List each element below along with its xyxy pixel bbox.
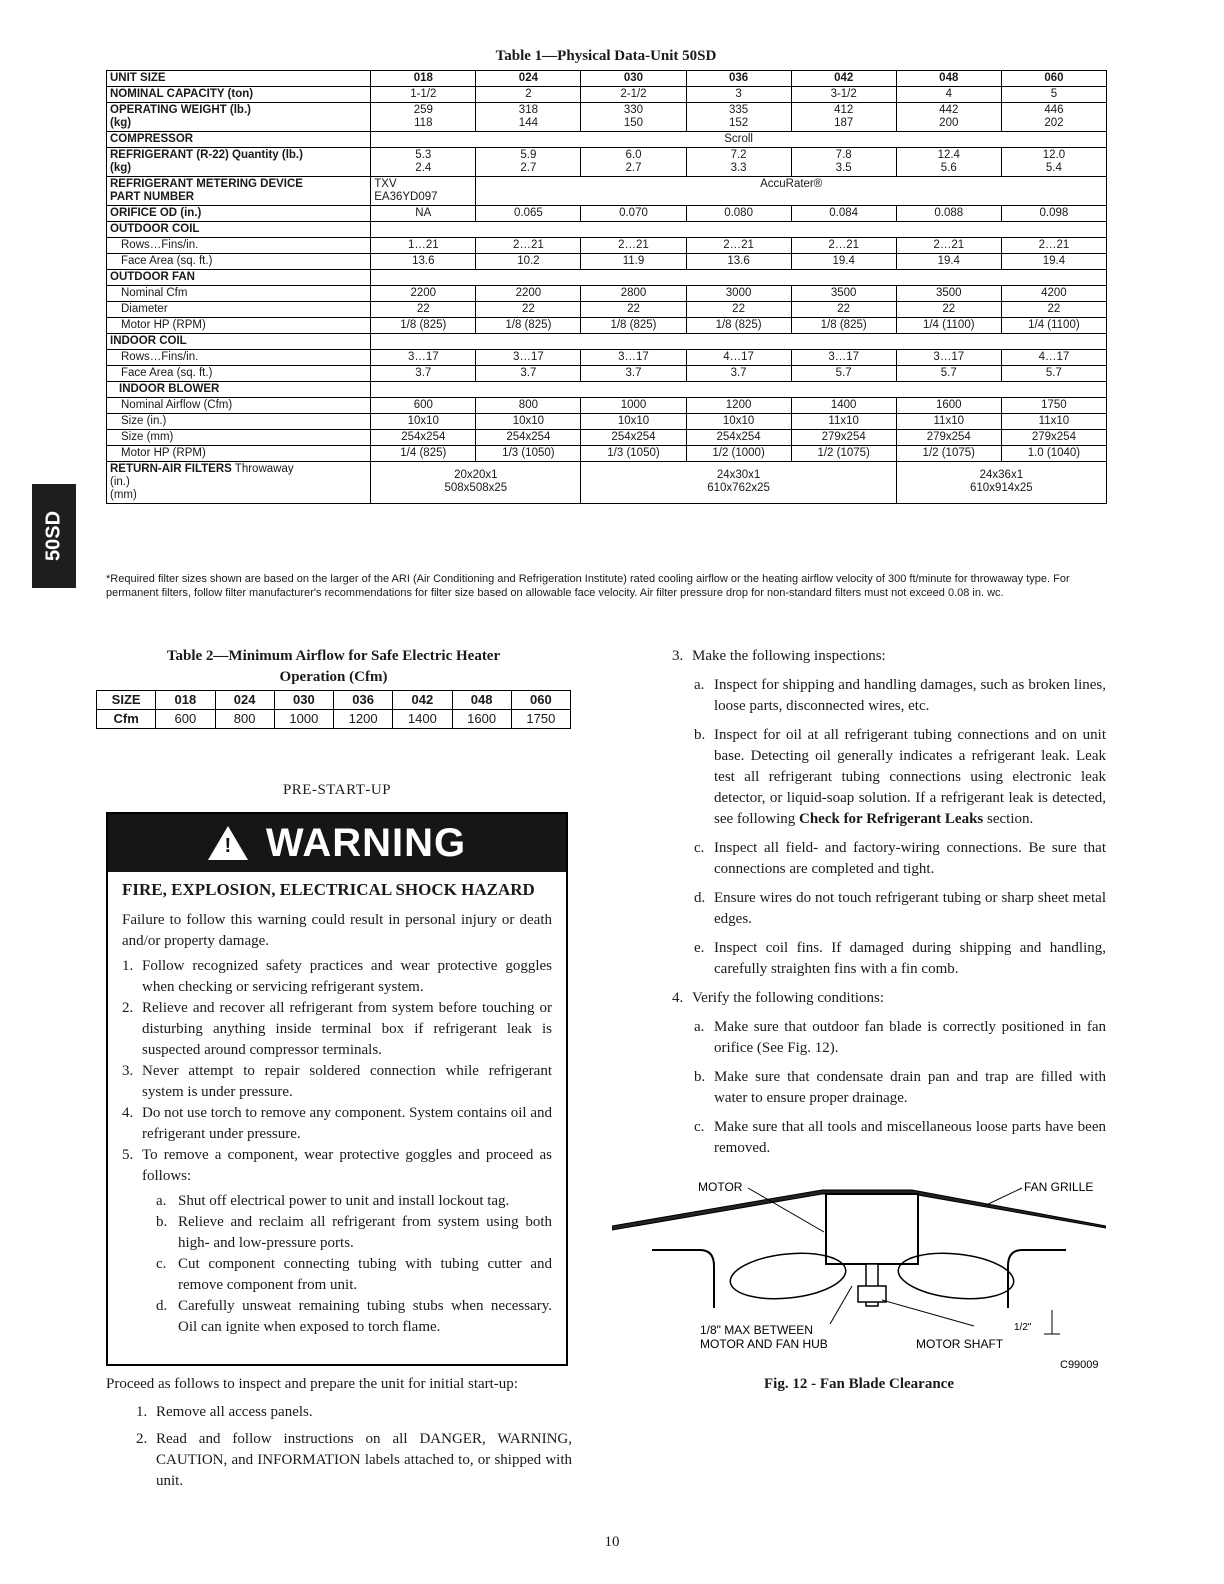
side-tab-label: 50SD xyxy=(42,510,65,562)
list-item: 4. Verify the following conditions: xyxy=(672,990,885,1006)
table-cell: 800 xyxy=(476,398,581,414)
table-cell: 1000 xyxy=(581,398,686,414)
fan-orifice-left xyxy=(652,1250,714,1308)
table-cell: 19.4 xyxy=(896,254,1001,270)
table-cell: 2‑1/2 xyxy=(581,87,686,103)
table-cell: Diameter xyxy=(107,302,371,318)
table-cell: Cfm xyxy=(97,710,156,729)
table-row xyxy=(107,446,1107,462)
table-cell: 11x10 xyxy=(1001,414,1106,430)
table-row xyxy=(107,177,1107,206)
table-cell: Face Area (sq. ft.) xyxy=(107,254,371,270)
table-cell: Rows…Fins/in. xyxy=(107,350,371,366)
table-cell: SIZE xyxy=(97,691,156,710)
left-steps-list xyxy=(136,1402,572,1498)
table-cell: 2…21 xyxy=(791,238,896,254)
figure-code: C99009 xyxy=(1060,1359,1099,1371)
table-cell: 1.0 (1040) xyxy=(1001,446,1106,462)
table-cell: 1/4 (1100) xyxy=(896,318,1001,334)
table-cell: 22 xyxy=(581,302,686,318)
table-cell: 0.070 xyxy=(581,206,686,222)
table-row xyxy=(107,318,1107,334)
warning-word: WARNING xyxy=(265,820,467,865)
table-cell: 4 xyxy=(896,87,1001,103)
table-cell: ORIFICE OD (in.) xyxy=(107,206,371,222)
table-cell: 048 xyxy=(452,691,511,710)
table-cell: 3…17 xyxy=(371,350,476,366)
table-cell: 1600 xyxy=(896,398,1001,414)
table-cell: 3…17 xyxy=(896,350,1001,366)
list-item: a. Inspect for shipping and handling damages, such as broken lines, loose parts, disconnected wires, etc. xyxy=(694,677,1106,714)
table-cell: 3500 xyxy=(791,286,896,302)
figure12-caption: Fig. 12 ‑ Fan Blade Clearance xyxy=(764,1376,954,1392)
list-item: c. Cut component connecting tubing with tubing cutter and remove component from unit. xyxy=(156,1256,552,1293)
table-cell: 22 xyxy=(896,302,1001,318)
list-item: 5. To remove a component, wear protective goggles and proceed as follows: xyxy=(122,1147,552,1184)
max-clearance-label-1: 1/8" MAX BETWEEN xyxy=(700,1323,813,1337)
table-cell: 1/8 (825) xyxy=(476,318,581,334)
table-cell: Motor HP (RPM) xyxy=(107,318,371,334)
table-cell: 254x254 xyxy=(476,430,581,446)
list-item: 1. Follow recognized safety practices and wear protective goggles when checking or servicing refrigerant system. xyxy=(122,958,552,995)
table-cell: INDOOR BLOWER xyxy=(107,382,371,398)
table-cell: AccuRater® xyxy=(476,177,1107,206)
table-row xyxy=(107,103,1107,132)
motor-shaft-label: MOTOR SHAFT xyxy=(916,1337,1004,1351)
table-cell: 10x10 xyxy=(476,414,581,430)
motor-body xyxy=(826,1194,918,1264)
table-cell: 048 xyxy=(896,71,1001,87)
table1-footnote: *Required filter sizes shown are based on the larger of the ARI (Air Conditioning and Refrigeration Institute) rated cooling airflow or the heating airflow velocity of 300 ft/minute for throwaway type. For permanent filters, follow filter manufacturer's recommendations for filter size based on allowable face velocity. Air filter pressure drop for non‑standard filters must not exceed 0.08 in. wc. xyxy=(106,573,1070,599)
table-cell: 0.088 xyxy=(896,206,1001,222)
warning-banner xyxy=(108,814,566,872)
fan-hub xyxy=(858,1286,886,1302)
table-cell: 2…21 xyxy=(686,238,791,254)
table-cell: 0.065 xyxy=(476,206,581,222)
table-cell: NA xyxy=(371,206,476,222)
table-cell xyxy=(371,382,1107,398)
table-cell: 1400 xyxy=(393,710,452,729)
table-cell: 3 xyxy=(686,87,791,103)
table-cell: 22 xyxy=(371,302,476,318)
table-cell: 2 xyxy=(476,87,581,103)
table-cell: 22 xyxy=(686,302,791,318)
table-cell: 600 xyxy=(371,398,476,414)
table-row xyxy=(107,302,1107,318)
section-side-tab xyxy=(32,484,76,588)
motor-label: MOTOR xyxy=(698,1180,743,1194)
table-cell: 279x254 xyxy=(791,430,896,446)
table-cell: NOMINAL CAPACITY (ton) xyxy=(107,87,371,103)
max-clearance-label-2: MOTOR AND FAN HUB xyxy=(700,1337,828,1351)
table2-caption xyxy=(96,646,571,688)
table-cell: 1600 xyxy=(452,710,511,729)
table-cell: 5.7 xyxy=(896,366,1001,382)
table-cell: 254x254 xyxy=(686,430,791,446)
warning-triangle-icon: ! xyxy=(208,826,248,860)
table-cell: 2…21 xyxy=(476,238,581,254)
table-row xyxy=(107,270,1107,286)
table2-caption-line1: Table 2—Minimum Airflow for Safe Electric Heater xyxy=(166,648,501,664)
list-item: d. Ensure wires do not touch refrigerant tubing or sharp sheet metal edges. xyxy=(694,890,1106,927)
list-item: d. Carefully unsweat remaining tubing stubs when necessary. Oil can ignite when exposed to torch flame. xyxy=(156,1298,552,1335)
table-cell: 036 xyxy=(334,691,393,710)
table-row xyxy=(107,222,1107,238)
table-cell: RETURN‑AIR FILTERS Throwaway (in.) (mm) xyxy=(107,462,371,504)
table-cell: 1200 xyxy=(334,710,393,729)
list-item: 1. Remove all access panels. xyxy=(136,1404,313,1420)
table-cell: 0.098 xyxy=(1001,206,1106,222)
table-cell: 024 xyxy=(215,691,274,710)
table-cell: 12.4 5.6 xyxy=(896,148,1001,177)
section-title-prestart: PRE‑START‑UP xyxy=(282,782,392,798)
table-cell: 22 xyxy=(476,302,581,318)
table-cell: 2200 xyxy=(371,286,476,302)
fan-blade-left xyxy=(728,1248,848,1304)
table-cell: 3.7 xyxy=(581,366,686,382)
table-cell: 13.6 xyxy=(686,254,791,270)
table1-caption: Table 1—Physical Data‑Unit 50SD xyxy=(495,48,717,64)
table-cell: 042 xyxy=(791,71,896,87)
table-cell: Nominal Airflow (Cfm) xyxy=(107,398,371,414)
table-row xyxy=(107,286,1107,302)
table-cell: 10x10 xyxy=(686,414,791,430)
table-cell: 1/8 (825) xyxy=(686,318,791,334)
table-row xyxy=(107,206,1107,222)
table-cell: 2…21 xyxy=(581,238,686,254)
warning-heading: FIRE, EXPLOSION, ELECTRICAL SHOCK HAZARD xyxy=(122,880,535,899)
table-cell: OUTDOOR COIL xyxy=(107,222,371,238)
table-cell: 11x10 xyxy=(896,414,1001,430)
list-item: e. Inspect coil fins. If damaged during shipping and handling, carefully straighten fins with a fin comb. xyxy=(694,940,1106,977)
table-cell: 330 150 xyxy=(581,103,686,132)
table-cell: 3.7 xyxy=(686,366,791,382)
table-cell: 0.084 xyxy=(791,206,896,222)
step3-sublist xyxy=(694,675,1106,980)
physical-data-table xyxy=(106,70,1107,504)
table-cell: 318 144 xyxy=(476,103,581,132)
table-row xyxy=(107,414,1107,430)
table-cell: 3…17 xyxy=(581,350,686,366)
table-row xyxy=(107,87,1107,103)
table-cell: 4…17 xyxy=(686,350,791,366)
table-cell: 600 xyxy=(156,710,215,729)
step4-sublist xyxy=(694,1017,1106,1159)
table-cell: REFRIGERANT (R‑22) Quantity (lb.) (kg) xyxy=(107,148,371,177)
table-cell: 10.2 xyxy=(476,254,581,270)
table-cell: 018 xyxy=(156,691,215,710)
proceed-text: Proceed as follows to inspect and prepare the unit for initial start‑up: xyxy=(106,1376,518,1392)
table-cell: 5.9 2.7 xyxy=(476,148,581,177)
list-item: a. Shut off electrical power to unit and install lockout tag. xyxy=(156,1193,510,1209)
table-cell: 3…17 xyxy=(476,350,581,366)
list-item: b. Inspect for oil at all refrigerant tubing connections and on unit base. Detecting oil generally indicates a refrigerant leak. Leak test all refrigerant tubing connections using electronic leak detector, or liquid‑soap solution. If a refrigerant leak is detected, see following Check for Refrigerant Leaks section. xyxy=(694,727,1106,827)
table-cell: 030 xyxy=(581,71,686,87)
table-row xyxy=(107,398,1107,414)
table-cell: 335 152 xyxy=(686,103,791,132)
table-row xyxy=(107,366,1107,382)
list-item: 2. Relieve and recover all refrigerant from system before touching or disturbing anything inside terminal box if refrigerant leak is suspected around compressor terminals. xyxy=(122,1000,552,1058)
table-cell: Nominal Cfm xyxy=(107,286,371,302)
table-cell: 3.7 xyxy=(371,366,476,382)
inspection-steps xyxy=(672,646,1106,1167)
table-cell xyxy=(371,334,1107,350)
table-cell: 5.7 xyxy=(1001,366,1106,382)
table-cell: 1/8 (825) xyxy=(791,318,896,334)
table-cell: 1000 xyxy=(274,710,333,729)
table-cell: 254x254 xyxy=(371,430,476,446)
table-cell: 1/8 (825) xyxy=(581,318,686,334)
list-item: b. Make sure that condensate drain pan and trap are filled with water to ensure proper drainage. xyxy=(694,1069,1106,1106)
table-cell: INDOOR COIL xyxy=(107,334,371,350)
table-cell: TXV EA36YD097 xyxy=(371,177,476,206)
warning-sublist xyxy=(156,1191,552,1338)
table-cell: 22 xyxy=(791,302,896,318)
table-cell: COMPRESSOR xyxy=(107,132,371,148)
table-cell: 1/3 (1050) xyxy=(476,446,581,462)
table-cell: 3500 xyxy=(896,286,1001,302)
table-cell xyxy=(371,222,1107,238)
page-number: 10 xyxy=(604,1534,620,1550)
table-row xyxy=(97,691,571,710)
table-cell: 2…21 xyxy=(896,238,1001,254)
table-cell: 0.080 xyxy=(686,206,791,222)
list-item: 3. Make the following inspections: xyxy=(672,648,886,664)
table-cell: 060 xyxy=(511,691,570,710)
warning-list xyxy=(122,956,552,1187)
table-cell: Motor HP (RPM) xyxy=(107,446,371,462)
table-row xyxy=(107,382,1107,398)
table-row xyxy=(97,710,571,729)
table-cell: 1/8 (825) xyxy=(371,318,476,334)
table-header-row xyxy=(107,71,1107,87)
warning-box xyxy=(106,812,568,1366)
table-cell: 5 xyxy=(1001,87,1106,103)
table-cell: 11.9 xyxy=(581,254,686,270)
table-cell: 036 xyxy=(686,71,791,87)
table-cell: Scroll xyxy=(371,132,1107,148)
fan-grille-label: FAN GRILLE xyxy=(1024,1180,1094,1194)
table-cell: 1/2 (1000) xyxy=(686,446,791,462)
list-item: 4. Do not use torch to remove any component. System contains oil and refrigerant under pressure. xyxy=(122,1105,552,1142)
list-item: c. Inspect all field‑ and factory‑wiring connections. Be sure that connections are completed and tight. xyxy=(694,840,1106,877)
table-cell: 4…17 xyxy=(1001,350,1106,366)
table-cell: 20x20x1 508x508x25 xyxy=(371,462,581,504)
table-cell: 11x10 xyxy=(791,414,896,430)
table-cell: 1/2 (1075) xyxy=(791,446,896,462)
table-cell: OPERATING WEIGHT (lb.) (kg) xyxy=(107,103,371,132)
list-item: a. Make sure that outdoor fan blade is correctly positioned in fan orifice (See Fig. 12). xyxy=(694,1019,1106,1056)
table-cell: 10x10 xyxy=(371,414,476,430)
table-cell: 018 xyxy=(371,71,476,87)
list-item: 2. Read and follow instructions on all DANGER, WARNING, CAUTION, and INFORMATION labels attached to, or shipped with unit. xyxy=(136,1431,572,1489)
table-cell: UNIT SIZE xyxy=(107,71,371,87)
table-cell: 259 118 xyxy=(371,103,476,132)
fan-orifice-right xyxy=(1008,1250,1066,1308)
table-cell: 3‑1/2 xyxy=(791,87,896,103)
table-row xyxy=(107,148,1107,177)
table-cell: 042 xyxy=(393,691,452,710)
table-cell: 3.7 xyxy=(476,366,581,382)
table-cell: 1/3 (1050) xyxy=(581,446,686,462)
list-item: 3. Never attempt to repair soldered connection while refrigerant system is under pressure. xyxy=(122,1063,552,1100)
table-row xyxy=(107,132,1107,148)
table-cell: 1750 xyxy=(511,710,570,729)
table-cell: REFRIGERANT METERING DEVICE PART NUMBER xyxy=(107,177,371,206)
table-cell: 1/4 (825) xyxy=(371,446,476,462)
table-cell: 24x30x1 610x762x25 xyxy=(581,462,896,504)
table-cell: 800 xyxy=(215,710,274,729)
table-cell: 1400 xyxy=(791,398,896,414)
table-row xyxy=(107,350,1107,366)
table-cell: 7.2 3.3 xyxy=(686,148,791,177)
table-cell: 6.0 2.7 xyxy=(581,148,686,177)
table-cell: 412 187 xyxy=(791,103,896,132)
table-cell: 13.6 xyxy=(371,254,476,270)
warning-intro: Failure to follow this warning could result in personal injury or death and/or property damage. xyxy=(122,912,552,949)
table-cell: Size (in.) xyxy=(107,414,371,430)
table-cell: 22 xyxy=(1001,302,1106,318)
fan-blade-right xyxy=(896,1248,1016,1304)
table-cell: 3…17 xyxy=(791,350,896,366)
table-cell: 2200 xyxy=(476,286,581,302)
table-cell: 024 xyxy=(476,71,581,87)
table-cell xyxy=(371,270,1107,286)
min-airflow-table xyxy=(96,690,571,729)
table-row xyxy=(107,334,1107,350)
table-cell: 1/2 (1075) xyxy=(896,446,1001,462)
table-cell: 12.0 5.4 xyxy=(1001,148,1106,177)
table-cell: 442 200 xyxy=(896,103,1001,132)
table-cell: 1200 xyxy=(686,398,791,414)
table-cell: 2…21 xyxy=(1001,238,1106,254)
table-cell: 7.8 3.5 xyxy=(791,148,896,177)
list-item: b. Relieve and reclaim all refrigerant from system using both high‑ and low‑pressure ports. xyxy=(156,1214,552,1251)
table-cell: 279x254 xyxy=(1001,430,1106,446)
table-cell: Size (mm) xyxy=(107,430,371,446)
table-cell: 279x254 xyxy=(896,430,1001,446)
dimension-label: 1/2" xyxy=(1014,1322,1032,1333)
table-cell: 24x36x1 610x914x25 xyxy=(896,462,1106,504)
table-row xyxy=(107,462,1107,504)
table-cell: 060 xyxy=(1001,71,1106,87)
table-row xyxy=(107,430,1107,446)
table-cell: 2800 xyxy=(581,286,686,302)
table-row xyxy=(107,238,1107,254)
table-cell: 19.4 xyxy=(1001,254,1106,270)
list-item: c. Make sure that all tools and miscellaneous loose parts have been removed. xyxy=(694,1119,1106,1156)
table-row xyxy=(107,254,1107,270)
table-cell: 4200 xyxy=(1001,286,1106,302)
table-cell: 1…21 xyxy=(371,238,476,254)
table-cell: OUTDOOR FAN xyxy=(107,270,371,286)
table-cell: 1750 xyxy=(1001,398,1106,414)
fan-blade-clearance-figure xyxy=(612,1176,1106,1372)
table-cell: 446 202 xyxy=(1001,103,1106,132)
table-cell: 5.7 xyxy=(791,366,896,382)
table-cell: 10x10 xyxy=(581,414,686,430)
table-cell: 254x254 xyxy=(581,430,686,446)
table-cell: 5.3 2.4 xyxy=(371,148,476,177)
table-cell: 3000 xyxy=(686,286,791,302)
table-cell: 030 xyxy=(274,691,333,710)
table-cell: 1‑1/2 xyxy=(371,87,476,103)
table-cell: 19.4 xyxy=(791,254,896,270)
table2-caption-line2: Operation (Cfm) xyxy=(279,669,388,685)
table-cell: Rows…Fins/in. xyxy=(107,238,371,254)
table-cell: Face Area (sq. ft.) xyxy=(107,366,371,382)
table-cell: 1/4 (1100) xyxy=(1001,318,1106,334)
